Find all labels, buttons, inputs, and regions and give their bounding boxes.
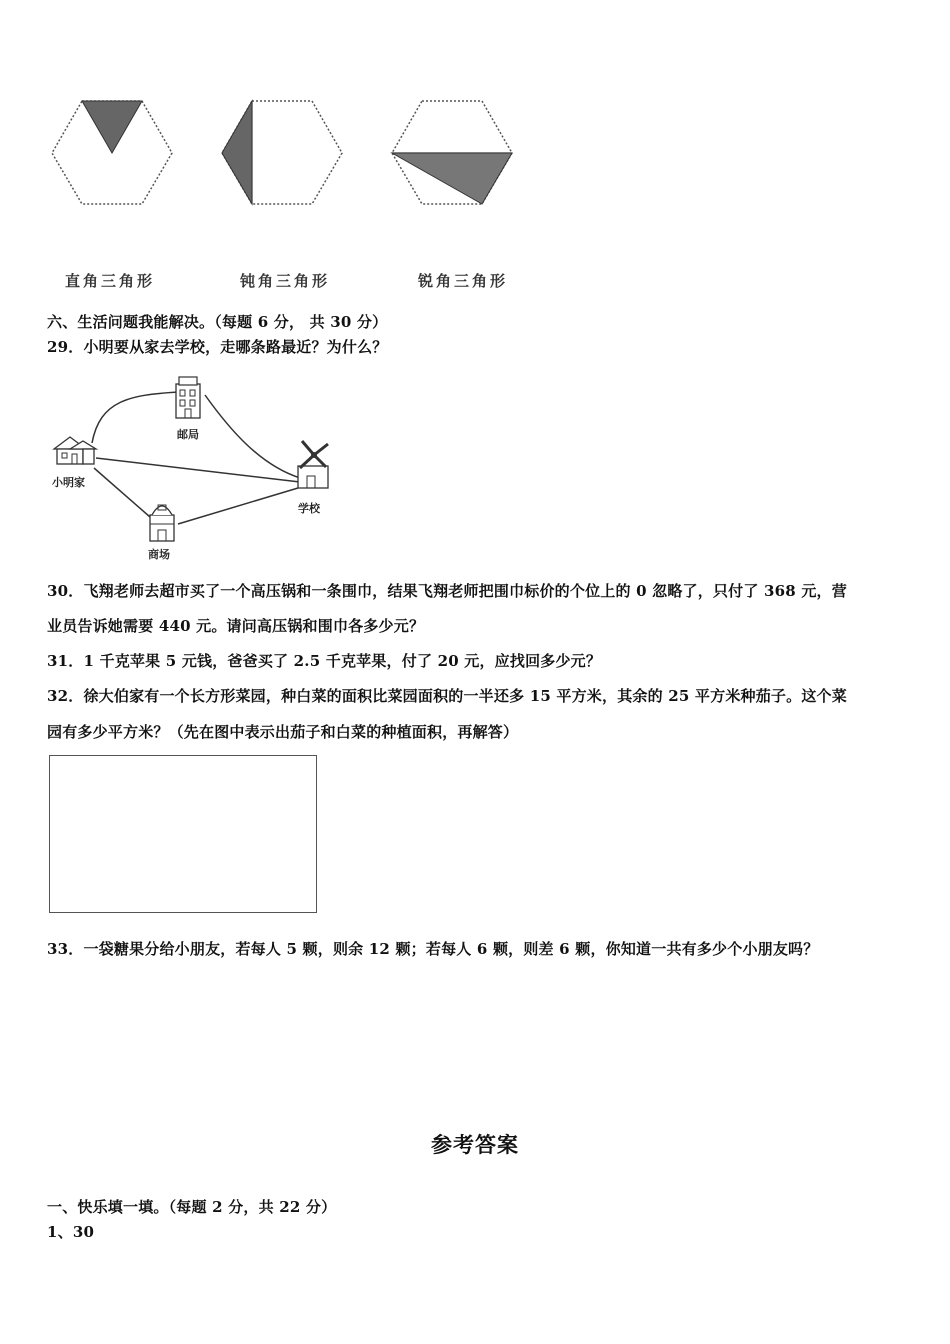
q32-line2: 园有多少平方米？（先在图中表示出茄子和白菜的种植面积，再解答） [47, 723, 519, 741]
caption-acute-triangle: 锐角三角形 [418, 272, 509, 290]
section6-heading: 六、生活问题我能解决。（每题 6 分， 共 30 分） [47, 313, 388, 331]
route-mall-school [178, 488, 298, 524]
caption-right-triangle: 直角三角形 [65, 272, 156, 290]
school-icon [298, 441, 328, 488]
route-home-mall [94, 468, 150, 517]
route-post-school [205, 395, 300, 478]
answers-section1: 一、快乐填一填。（每题 2 分，共 22 分） [47, 1198, 337, 1216]
q31-text: 31．1 千克苹果 5 元钱，爸爸买了 2.5 千克苹果，付了 20 元，应找回多少元？ [47, 652, 602, 670]
q29-text: 29．小明要从家去学校，走哪条路最近？为什么？ [47, 338, 388, 356]
route-map [0, 0, 950, 580]
q33-text: 33．一袋糖果分给小朋友，若每人 5 颗，则余 12 颗；若每人 6 颗，则差 6 颗，你知道一共有多少个小朋友吗？ [47, 940, 819, 958]
q30-line1: 30．飞翔老师去超市买了一个高压锅和一条围巾，结果飞翔老师把围巾标价的个位上的 0 忽略了，只付了 368 元，营 [47, 582, 847, 600]
label-post-office: 邮局 [177, 428, 199, 441]
answer-1: 1、30 [47, 1223, 95, 1241]
route-home-post [92, 392, 178, 443]
caption-obtuse-triangle: 钝角三角形 [240, 272, 331, 290]
label-mall: 商场 [148, 548, 170, 561]
label-home: 小明家 [52, 476, 85, 489]
garden-rectangle [49, 755, 317, 913]
route-home-school [96, 458, 300, 482]
q30-line2: 业员告诉她需要 440 元。请问高压锅和围巾各多少元？ [47, 617, 425, 635]
answers-title: 参考答案 [431, 1132, 519, 1157]
q32-line1: 32．徐大伯家有一个长方形菜园，种白菜的面积比菜园面积的一半还多 15 平方米，其余的 25 平方米种茄子。这个菜 [47, 687, 847, 705]
post-office-icon [176, 377, 200, 418]
home-icon [54, 437, 96, 464]
label-school: 学校 [298, 502, 320, 515]
mall-icon [150, 505, 174, 541]
